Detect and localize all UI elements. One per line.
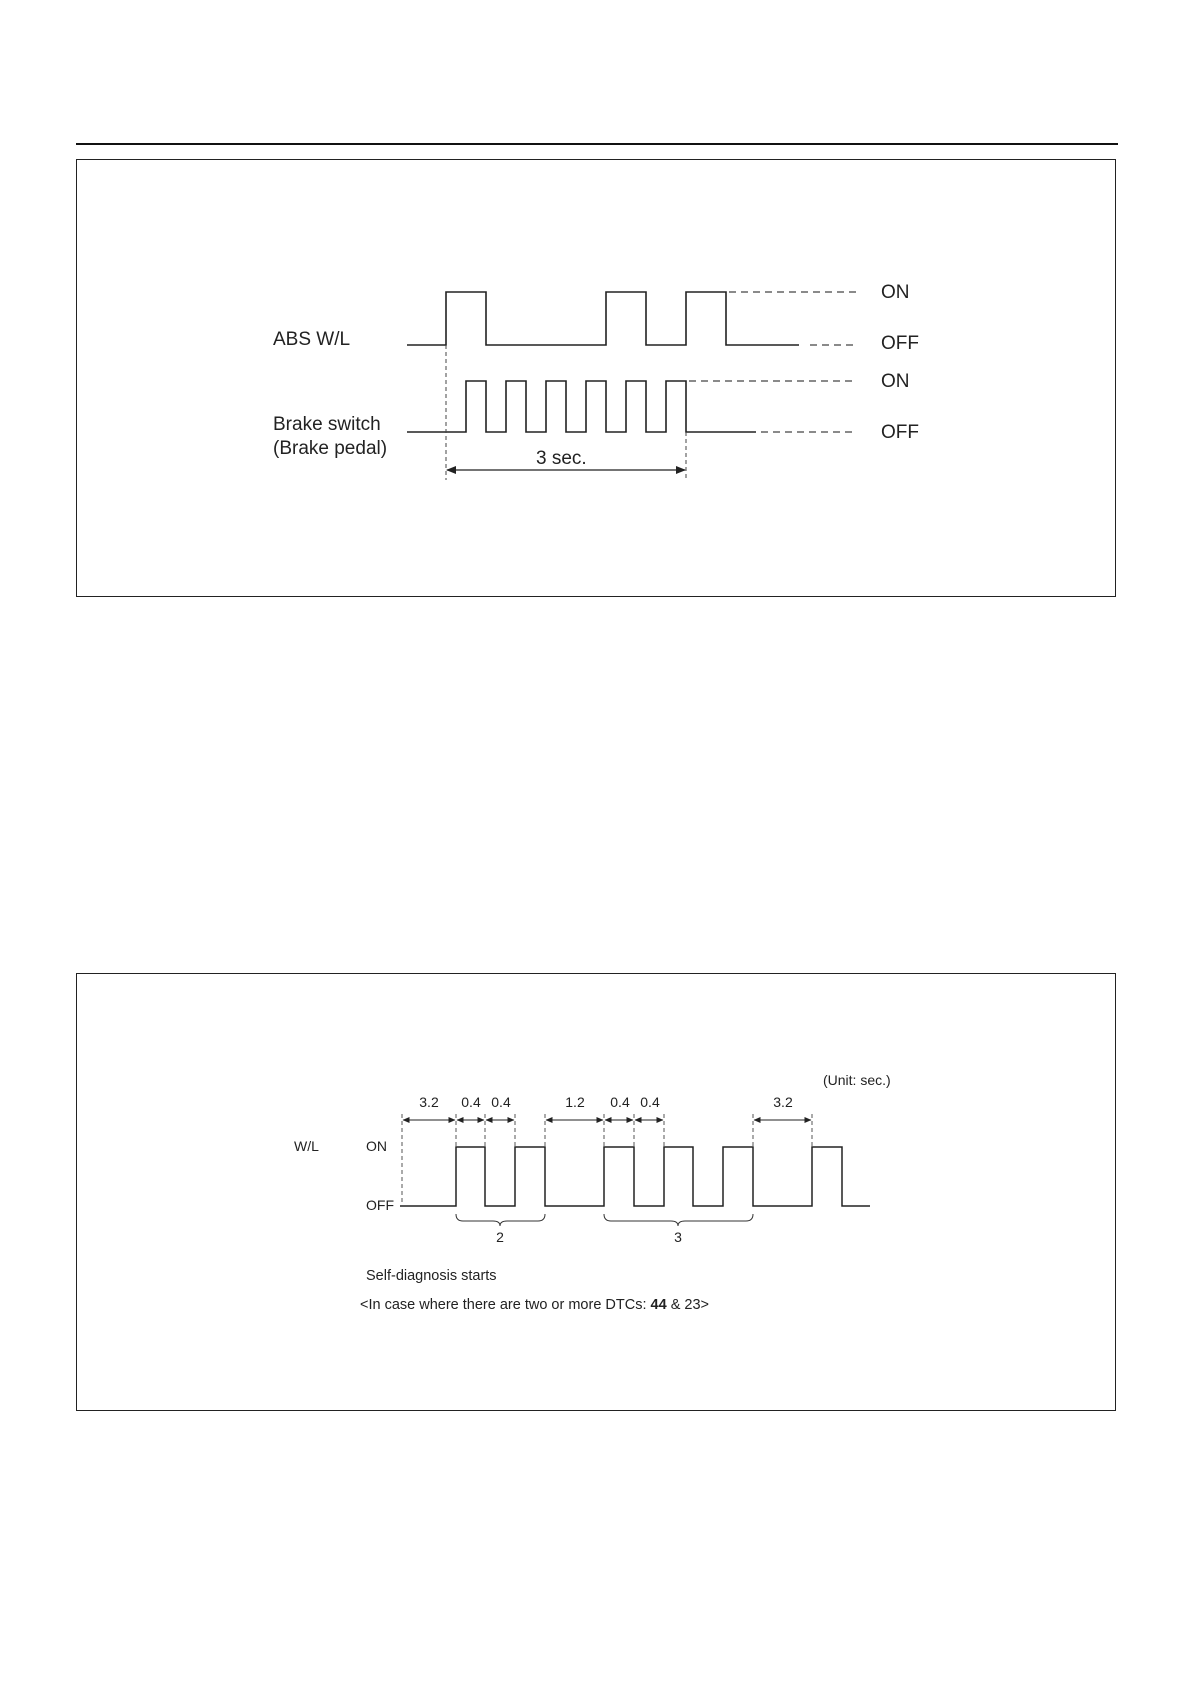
- self-diagnosis-start-label: Self-diagnosis starts: [366, 1268, 497, 1284]
- interval-label-1: 3.2: [419, 1094, 439, 1110]
- self-diagnosis-timing-diagram: [77, 974, 1117, 1412]
- abs-wl-label: ABS W/L: [273, 329, 351, 350]
- note-suffix: >: [700, 1297, 710, 1313]
- interval-label-7: 3.2: [773, 1094, 793, 1110]
- digit-brace-2: [604, 1214, 753, 1226]
- unit-label: (Unit: sec.): [823, 1072, 891, 1088]
- top-rule: [76, 143, 1118, 145]
- brake-on-label: ON: [881, 371, 910, 392]
- digit-count-1: 2: [496, 1229, 504, 1245]
- note-separator: &: [666, 1297, 685, 1313]
- duration-label: 3 sec.: [536, 448, 587, 469]
- brake-pedal-label: (Brake pedal): [273, 438, 388, 459]
- abs-on-label: ON: [881, 282, 910, 303]
- interval-label-5: 0.4: [610, 1094, 630, 1110]
- digit-count-2: 3: [674, 1229, 682, 1245]
- interval-label-2: 0.4: [461, 1094, 481, 1110]
- abs-wl-waveform: [407, 292, 799, 345]
- digit-brace-1: [456, 1214, 545, 1226]
- abs-off-label: OFF: [881, 333, 919, 354]
- interval-label-6: 0.4: [640, 1094, 660, 1110]
- self-diagnosis-timing-panel: [76, 973, 1116, 1411]
- interval-label-3: 0.4: [491, 1094, 511, 1110]
- on-label: ON: [366, 1138, 387, 1154]
- interval-guides: [402, 1114, 812, 1206]
- note-code-23: 23: [684, 1297, 701, 1313]
- wl-waveform: [400, 1147, 870, 1206]
- abs-brake-timing-diagram: [77, 160, 1117, 598]
- note-prefix: <In case where there are two or more DTCs:: [360, 1297, 651, 1313]
- brake-switch-waveform: [407, 381, 756, 432]
- note-code-44: 44: [650, 1297, 667, 1313]
- interval-label-4: 1.2: [565, 1094, 585, 1110]
- dtc-example-note: [360, 1297, 709, 1313]
- wl-label: W/L: [294, 1138, 319, 1154]
- abs-brake-timing-panel: [76, 159, 1116, 597]
- brake-off-label: OFF: [881, 422, 919, 443]
- off-label: OFF: [366, 1197, 394, 1213]
- brake-switch-label: Brake switch: [273, 414, 381, 435]
